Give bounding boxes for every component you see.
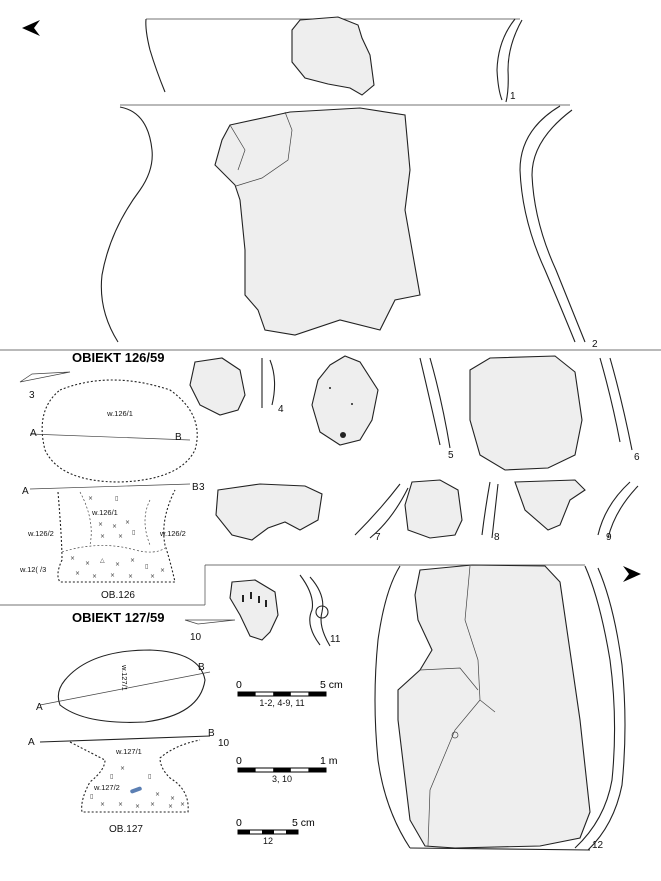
figure-number-1: 1 — [510, 91, 516, 102]
profile-126 — [19, 482, 199, 601]
svg-text:×: × — [180, 801, 186, 808]
profile-126-layer-2-left: w.126/2 — [28, 529, 54, 538]
svg-text:×: × — [118, 533, 124, 540]
svg-text:×: × — [110, 572, 116, 579]
arrow-left-icon — [22, 20, 40, 36]
plan-127-layer-1: w.127/1 — [120, 665, 129, 691]
scale-3-end: 5 cm — [292, 817, 315, 829]
figure-number-2: 2 — [592, 339, 598, 350]
svg-text:×: × — [118, 801, 124, 808]
svg-text:▯: ▯ — [148, 773, 152, 780]
plan-127 — [36, 650, 210, 722]
svg-text:▯: ▯ — [145, 563, 149, 570]
figure-number-4: 4 — [278, 404, 284, 415]
svg-text:×: × — [88, 495, 94, 502]
svg-text:×: × — [168, 803, 174, 810]
scale-2 — [236, 755, 338, 784]
scale-3 — [236, 817, 315, 846]
scale-1 — [236, 679, 343, 708]
vessel-12 — [375, 565, 625, 850]
figure-number-7: 7 — [375, 532, 381, 543]
fragment-3 — [216, 484, 322, 540]
figure-number-3: 3 — [29, 390, 35, 401]
scale-2-start: 0 — [236, 755, 242, 767]
profile-127-caption: OB.127 — [109, 824, 143, 835]
figure-number-10-profile: 10 — [218, 738, 230, 749]
scale-3-applies: 12 — [262, 836, 274, 846]
profile-126-layer-3: w.12( /3 — [20, 565, 47, 574]
figure-number-6: 6 — [634, 452, 640, 463]
figure-number-9: 9 — [606, 532, 612, 543]
svg-text:×: × — [112, 523, 118, 530]
profile-127-layer-2: w.127/2 — [94, 783, 120, 792]
svg-text:×: × — [135, 803, 141, 810]
fragment-11 — [300, 575, 330, 646]
profile-126-layer-1: w.126/1 — [92, 508, 118, 517]
fragment-8 — [405, 480, 498, 538]
section-title-obiekt-127: OBIEKT 127/59 — [72, 610, 165, 625]
plan-127-section-b: B — [198, 662, 205, 673]
fragment-6 — [470, 356, 632, 470]
svg-text:×: × — [160, 567, 166, 574]
scale-2-applies: 3, 10 — [271, 774, 293, 784]
svg-text:×: × — [100, 801, 106, 808]
svg-text:▯: ▯ — [110, 773, 114, 780]
figure-number-3-profile: 3 — [199, 482, 205, 493]
fragment-4 — [190, 358, 275, 415]
scale-1-applies: 1-2, 4-9, 11 — [259, 698, 305, 708]
vessel-1 — [146, 17, 522, 102]
figure-number-5: 5 — [448, 450, 454, 461]
svg-text:×: × — [70, 555, 76, 562]
figure-number-10: 10 — [190, 632, 202, 643]
plan-127-section-a: A — [36, 702, 43, 713]
scale-1-start: 0 — [236, 679, 242, 691]
fragment-7 — [355, 484, 408, 538]
orientation-mark-3 — [20, 372, 70, 382]
svg-text:×: × — [150, 573, 156, 580]
section-title-obiekt-126: OBIEKT 126/59 — [72, 350, 165, 365]
plan-126 — [30, 380, 197, 482]
fragment-9 — [515, 480, 638, 538]
profile-126-caption: OB.126 — [101, 590, 135, 601]
svg-text:△: △ — [100, 557, 105, 564]
fragment-10 — [230, 580, 278, 640]
profile-127-layer-1: w.127/1 — [116, 747, 142, 756]
orientation-mark-10 — [185, 620, 235, 624]
svg-text:×: × — [150, 801, 156, 808]
svg-text:▯: ▯ — [132, 529, 136, 536]
plan-126-section-b: B — [175, 432, 182, 443]
svg-text:×: × — [75, 570, 81, 577]
svg-text:×: × — [130, 557, 136, 564]
profile-127 — [28, 728, 215, 835]
svg-text:×: × — [115, 561, 121, 568]
svg-text:▯: ▯ — [115, 495, 119, 502]
profile-126-layer-2-right: w.126/2 — [160, 529, 186, 538]
svg-text:×: × — [92, 573, 98, 580]
svg-text:▯: ▯ — [90, 793, 94, 800]
figure-number-12: 12 — [592, 840, 604, 851]
scale-3-start: 0 — [236, 817, 242, 829]
plan-126-layer-1: w.126/1 — [107, 409, 133, 418]
arrow-right-icon — [623, 566, 641, 582]
figure-number-11: 11 — [330, 634, 341, 645]
svg-text:×: × — [120, 765, 126, 772]
vessel-2 — [101, 105, 585, 342]
svg-text:×: × — [170, 795, 176, 802]
profile-126-section-a: A — [22, 486, 29, 497]
plan-126-section-a: A — [30, 428, 37, 439]
scale-1-end: 5 cm — [320, 679, 343, 691]
svg-text:×: × — [128, 573, 134, 580]
svg-text:×: × — [155, 791, 161, 798]
svg-text:×: × — [85, 560, 91, 567]
svg-text:×: × — [100, 533, 106, 540]
profile-127-section-b: B — [208, 728, 215, 739]
profile-127-blue-marker — [130, 786, 143, 794]
scale-2-end: 1 m — [320, 755, 338, 767]
profile-126-section-b: B — [192, 482, 199, 493]
svg-text:×: × — [98, 521, 104, 528]
profile-127-section-a: A — [28, 737, 35, 748]
svg-text:×: × — [125, 519, 131, 526]
figure-number-8: 8 — [494, 532, 500, 543]
fragment-5 — [312, 356, 450, 448]
